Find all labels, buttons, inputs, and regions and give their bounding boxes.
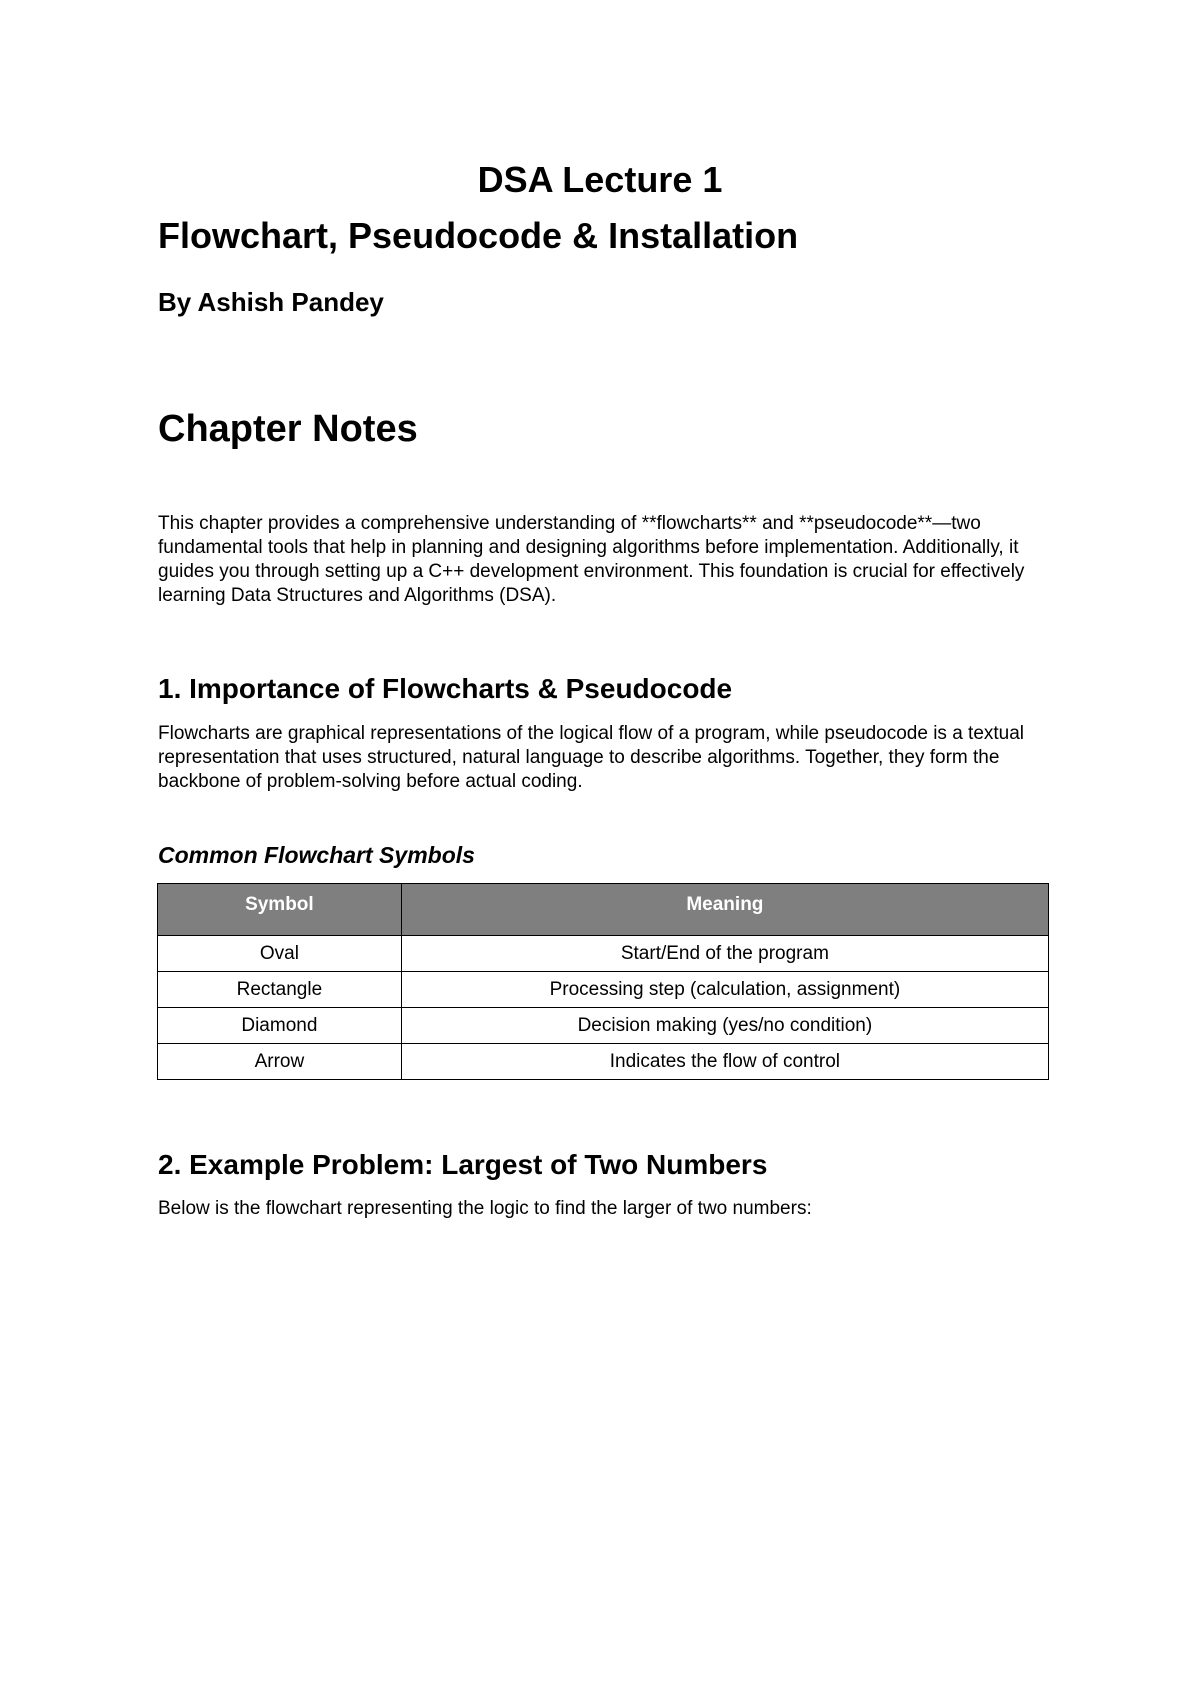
document-title: DSA Lecture 1 (477, 159, 723, 200)
table-header-row (158, 884, 1049, 936)
meaning-cell: Processing step (calculation, assignment) (401, 972, 1048, 1008)
section-2-heading: 2. Example Problem: Largest of Two Numbers (158, 1149, 768, 1180)
section-2-paragraph: Below is the flowchart representing the logic to find the larger of two numbers: (158, 1198, 812, 1219)
table-row (158, 972, 1049, 1008)
symbols-table-heading: Common Flowchart Symbols (158, 842, 475, 868)
section-1-paragraph: Flowcharts are graphical representations of the logical flow of a program, while pseudocode is a textual representation that uses structured, natural language to describe algorithms. Together, they form the backbone of problem-solving before actual coding. (158, 723, 1025, 792)
chapter-intro-paragraph: This chapter provides a comprehensive understanding of **flowcharts** and **pseudocode**—two fundamental tools that help in planning and designing algorithms before implementation. Additionally, it guides you through setting up a C++ development environment. This foundation is crucial for effectively learning Data Structures and Algorithms (DSA). (158, 513, 1025, 606)
symbol-cell: Oval (158, 936, 402, 972)
symbol-cell: Rectangle (158, 972, 402, 1008)
table-row (158, 1044, 1049, 1080)
meaning-cell: Start/End of the program (401, 936, 1048, 972)
author-line: By Ashish Pandey (158, 287, 384, 317)
table-row (158, 936, 1049, 972)
symbol-cell: Diamond (158, 1008, 402, 1044)
chapter-heading: Chapter Notes (158, 408, 418, 450)
document-subtitle: Flowchart, Pseudocode & Installation (158, 215, 799, 256)
meaning-cell: Decision making (yes/no condition) (401, 1008, 1048, 1044)
table-row (158, 1008, 1049, 1044)
flowchart-symbols-table (157, 883, 1049, 1080)
symbol-cell: Arrow (158, 1044, 402, 1080)
column-header-meaning: Meaning (401, 884, 1048, 936)
section-1-heading: 1. Importance of Flowcharts & Pseudocode (158, 673, 733, 704)
column-header-symbol: Symbol (158, 884, 402, 936)
meaning-cell: Indicates the flow of control (401, 1044, 1048, 1080)
